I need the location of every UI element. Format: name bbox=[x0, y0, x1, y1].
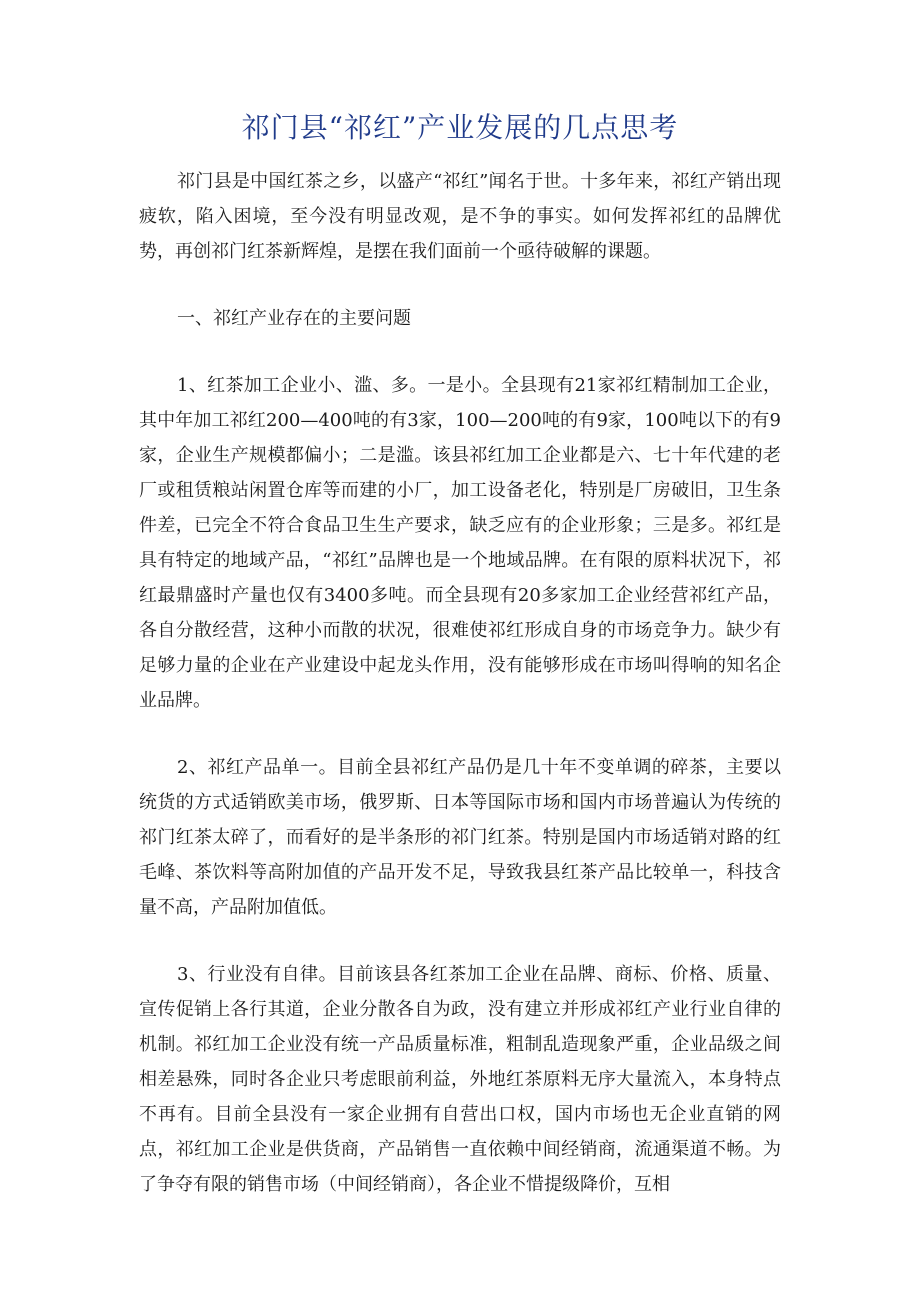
intro-paragraph: 祁门县是中国红茶之乡，以盛产“祁红”闻名于世。十多年来，祁红产销出现疲软，陷入困境，至今没有明显改观，是不争的事实。如何发挥祁红的品牌优势，再创祁门红茶新辉煌，是摆在我们面前一个亟待破解的课题。 bbox=[139, 171, 781, 262]
point-3-paragraph: 3、行业没有自律。目前该县各红茶加工企业在品牌、商标、价格、质量、宣传促销上各行其道，企业分散各自为政，没有建立并形成祁红产业行业自律的机制。祁红加工企业没有统一产品质量标准，粗制乱造现象严重，企业品级之间相差悬殊，同时各企业只考虑眼前利益，外地红茶原料无序大量流入，本身特点不再有。目前全县没有一家企业拥有自营出口权，国内市场也无企业直销的网点，祁红加工企业是供货商，产品销售一直依赖中间经销商，流通渠道不畅。为了争夺有限的销售市场（中间经销商），各企业不惜提级降价，互相 bbox=[139, 964, 781, 1195]
point-1-paragraph: 1、红茶加工企业小、滥、多。一是小。全县现有21家祁红精制加工企业，其中年加工祁红200—400吨的有3家，100—200吨的有9家，100吨以下的有9家，企业生产规模都偏小；二是滥。该县祁红加工企业都是六、七十年代建的老厂或租赁粮站闲置仓库等而建的小厂，加工设备老化，特别是厂房破旧，卫生条件差，已完全不符合食品卫生生产要求，缺乏应有的企业形象；三是多。祁红是具有特定的地域产品，“祁红”品牌也是一个地域品牌。在有限的原料状况下，祁红最鼎盛时产量也仅有3400多吨。而全县现有20多家加工企业经营祁红产品，各自分散经营，这种小而散的状况，很难使祁红形成自身的市场竞争力。缺少有足够力量的企业在产业建设中起龙头作用，没有能够形成在市场叫得响的知名企业品牌。 bbox=[139, 375, 781, 711]
document-title: 祁门县“祁红”产业发展的几点思考 bbox=[241, 111, 679, 144]
section-heading: 一、祁红产业存在的主要问题 bbox=[177, 308, 411, 329]
document-body bbox=[139, 164, 781, 1202]
point-2-paragraph: 2、祁红产品单一。目前全县祁红产品仍是几十年不变单调的碎茶，主要以统货的方式适销欧美市场，俄罗斯、日本等国际市场和国内市场普遍认为传统的祁门红茶太碎了，而看好的是半条形的祁门红茶。特别是国内市场适销对路的红毛峰、茶饮料等高附加值的产品开发不足，导致我县红茶产品比较单一，科技含量不高，产品附加值低。 bbox=[139, 757, 781, 918]
